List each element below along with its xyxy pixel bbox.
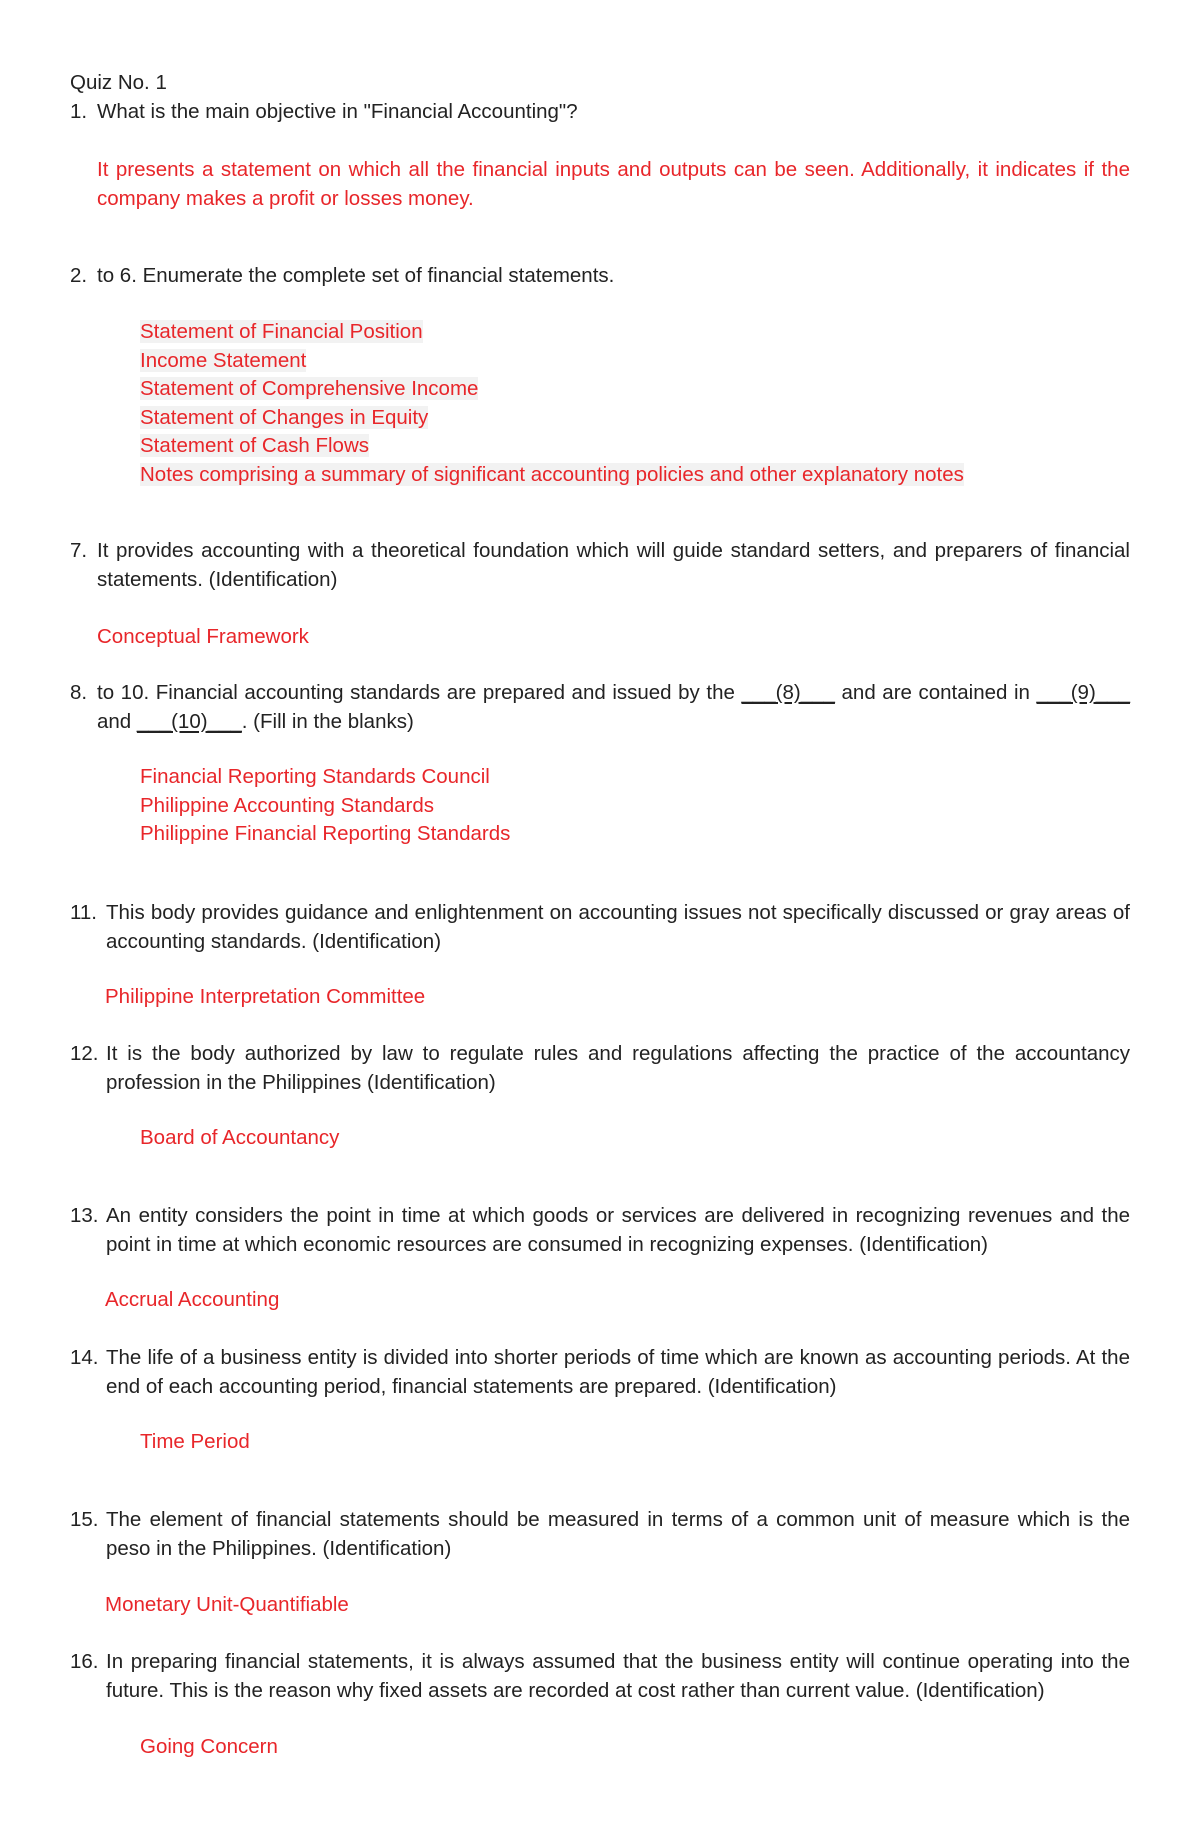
answer-item: Notes comprising a summary of significant accounting policies and other explanatory notes — [140, 462, 964, 486]
answer-16: Going Concern — [140, 1735, 278, 1758]
answer-item: Statement of Financial Position — [140, 320, 423, 343]
question-11 — [70, 899, 1130, 956]
answer-item: Statement of Changes in Equity — [140, 405, 429, 429]
question-number: 8. — [70, 681, 88, 704]
question-number: 14. — [70, 1346, 99, 1369]
question-text: An entity considers the point in time at which goods or services are delivered in recognizing revenues and the point in time at which economic resources are consumed in recognizing expenses. (Identification) — [106, 1204, 1130, 1256]
answer-item: Financial Reporting Standards Council — [140, 765, 490, 788]
blank-9: ___(9)___ — [1036, 681, 1130, 704]
answer-item: Income Statement — [140, 348, 307, 372]
question-15 — [70, 1506, 1130, 1563]
question-text: to 6. Enumerate the complete set of financial statements. — [97, 264, 615, 287]
question-13 — [70, 1202, 1130, 1259]
question-14 — [70, 1344, 1130, 1401]
answer-11: Philippine Interpretation Committee — [105, 985, 426, 1008]
question-number: 2. — [70, 264, 88, 287]
quiz-title: Quiz No. 1 — [70, 71, 167, 94]
answer-item: Philippine Accounting Standards — [140, 793, 435, 817]
answer-item: Statement of Cash Flows — [140, 434, 370, 457]
blank-8: ___(8)___ — [741, 681, 835, 704]
question-number: 13. — [70, 1204, 99, 1227]
answer-item: Philippine Financial Reporting Standards — [140, 822, 511, 845]
answer-list-8-10 — [140, 763, 510, 849]
question-text: to 10. Financial accounting standards are prepared and issued by the ___(8)___ and are contained in ___(9)___ and ___(10)___. (Fill in the blanks) — [97, 681, 1130, 733]
answer-7: Conceptual Framework — [97, 625, 309, 648]
question-8-10 — [70, 679, 1130, 736]
answer-12: Board of Accountancy — [140, 1126, 340, 1149]
answer-list-2-6 — [140, 318, 964, 489]
answer-item: Statement of Comprehensive Income — [140, 377, 479, 400]
question-text: In preparing financial statements, it is always assumed that the business entity will continue operating into the future. This is the reason why fixed assets are recorded at cost rather than current value. (Identification) — [106, 1650, 1130, 1702]
question-1 — [70, 98, 1130, 127]
question-number: 11. — [70, 901, 97, 924]
question-text: What is the main objective in "Financial Accounting"? — [97, 100, 578, 123]
question-number: 15. — [70, 1508, 99, 1531]
question-number: 12. — [70, 1042, 99, 1065]
question-16 — [70, 1648, 1130, 1705]
question-text: The life of a business entity is divided into shorter periods of time which are known as accounting periods. At the end of each accounting period, financial statements are prepared. (Identification) — [106, 1346, 1130, 1398]
question-text: The element of financial statements should be measured in terms of a common unit of measure which is the peso in the Philippines. (Identification) — [106, 1508, 1130, 1560]
question-7 — [70, 537, 1130, 594]
answer-1: It presents a statement on which all the financial inputs and outputs can be seen. Additionally, it indicates if the company makes a profit or losses money. — [97, 158, 1130, 210]
question-2-6 — [70, 262, 1130, 291]
question-text: This body provides guidance and enlightenment on accounting issues not specifically discussed or gray areas of accounting standards. (Identification) — [106, 901, 1130, 953]
question-12 — [70, 1040, 1130, 1097]
question-number: 16. — [70, 1650, 99, 1673]
blank-10: ___(10)___ — [136, 709, 242, 733]
question-text: It is the body authorized by law to regulate rules and regulations affecting the practice of the accountancy profession in the Philippines (Identification) — [106, 1042, 1130, 1094]
answer-14: Time Period — [140, 1430, 250, 1453]
answer-13: Accrual Accounting — [105, 1288, 280, 1311]
answer-15: Monetary Unit-Quantifiable — [105, 1593, 349, 1616]
question-number: 1. — [70, 100, 88, 123]
question-text: It provides accounting with a theoretical foundation which will guide standard setters, and preparers of financial statements. (Identification) — [97, 539, 1130, 591]
question-number: 7. — [70, 539, 88, 562]
